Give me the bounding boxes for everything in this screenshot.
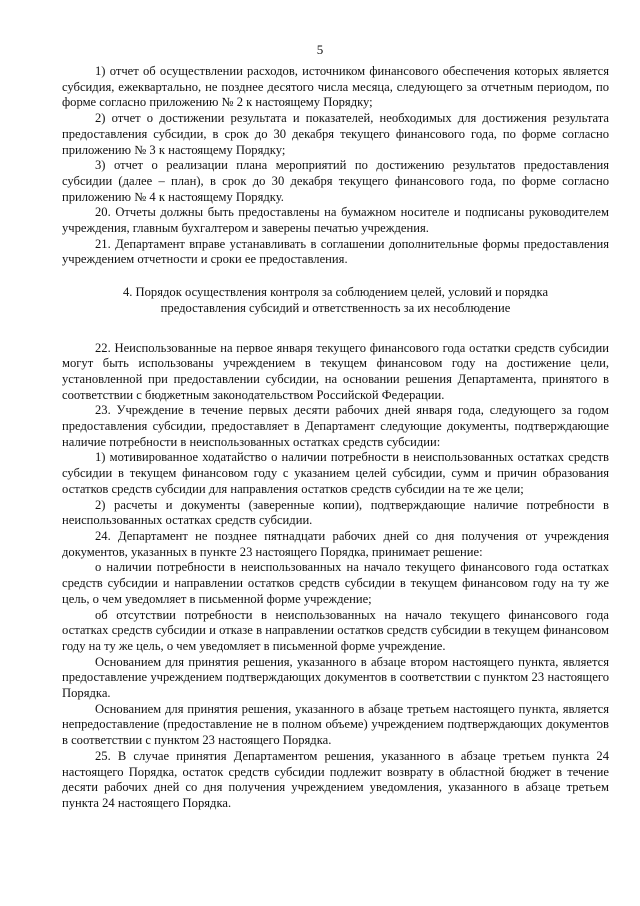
paragraph-item-21: 21. Департамент вправе устанавливать в соглашении дополнительные формы предоставления учреждением отчетности и сроки ее предоставления.: [62, 236, 609, 267]
paragraph-item-22: 22. Неиспользованные на первое января текущего финансового года остатки средств субсидии могут быть использованы учреждением в текущем финансовом году на достижение цели, установленной при предоставлении субсидии, на основании решения Департамента, принятого в соответствии с бюджетным законодательством Российской Федерации.: [62, 340, 609, 402]
paragraph-report-expenses: 1) отчет об осуществлении расходов, источником финансового обеспечения которых является субсидия, ежеквартально, не позднее десятого числа месяца, следующего за отчетным периодом, по форме согласно приложению № 2 к настоящему Порядку;: [62, 64, 609, 110]
paragraph-item-24-decision-yes: о наличии потребности в неиспользованных на начало текущего финансового года остатках средств субсидии и направлении остатков средств субсидии в текущем финансовом году на ту же цель, о чем уведомляет в письменной форме учреждение;: [62, 560, 609, 606]
page-number: 5: [316, 42, 324, 57]
paragraph-item-23: 23. Учреждение в течение первых десяти рабочих дней января года, следующего за годом предоставления субсидии, предоставляет в Департамент следующие документы, подтверждающие наличие потребности в неиспользованных остатках средств субсидии:: [62, 403, 609, 449]
section-heading: 4. Порядок осуществления контроля за соблюдением целей, условий и порядка предоставления субсидий и ответственность за их несоблюдение: [122, 285, 549, 315]
paragraph-item-23-2: 2) расчеты и документы (заверенные копии), подтверждающие наличие потребности в неиспользованных остатках средств субсидии.: [62, 497, 609, 528]
paragraph-item-24: 24. Департамент не позднее пятнадцати рабочих дней со дня получения от учреждения документов, указанных в пункте 23 настоящего Порядка, принимает решение:: [62, 528, 609, 559]
document-body: [62, 64, 609, 812]
paragraph-item-24-basis-third: Основанием для принятия решения, указанного в абзаце третьем настоящего пункта, является непредоставление (предоставление не в полном объеме) учреждением подтверждающих документов в соответствии с пунктом 23 настоящего Порядка.: [62, 701, 609, 748]
paragraph-report-plan: 3) отчет о реализации плана мероприятий по достижению результатов предоставления субсидии (далее – план), в срок до 30 декабря текущего финансового года, по форме согласно приложению № 4 к настоящему Порядку.: [62, 158, 609, 204]
paragraph-item-25: 25. В случае принятия Департаментом решения, указанного в абзаце третьем пункта 24 настоящего Порядка, остаток средств субсидии подлежит возврату в областной бюджет в течение десяти рабочих дней со дня получения учреждением уведомления, указанного в абзаце третьем пункта 24 настоящего Порядка.: [62, 748, 609, 810]
paragraph-item-20: 20. Отчеты должны быть предоставлены на бумажном носителе и подписаны руководителем учреждения, главным бухгалтером и заверены печатью учреждения.: [62, 205, 609, 236]
paragraph-item-24-decision-no: об отсутствии потребности в неиспользованных на начало текущего финансового года остатках средств субсидии и отказе в направлении остатков средств субсидии в текущем финансовом году на ту же цель, о чем уведомляет в письменной форме учреждение.: [62, 607, 609, 653]
paragraph-report-results: 2) отчет о достижении результата и показателей, необходимых для достижения результата предоставления субсидии, в срок до 30 декабря текущего финансового года, по форме согласно приложению № 3 к настоящему Порядку;: [62, 111, 609, 157]
paragraph-item-23-1: 1) мотивированное ходатайство о наличии потребности в неиспользованных остатках средств субсидии в текущем финансовом году с указанием целей субсидии, сумм и причин образования остатков средств субсидии для направления остатков средств субсидии на те же цели;: [62, 450, 609, 496]
paragraph-item-24-basis-second: Основанием для принятия решения, указанного в абзаце втором настоящего пункта, является предоставление учреждением подтверждающих документов в соответствии с пунктом 23 настоящего Порядка.: [62, 654, 609, 701]
